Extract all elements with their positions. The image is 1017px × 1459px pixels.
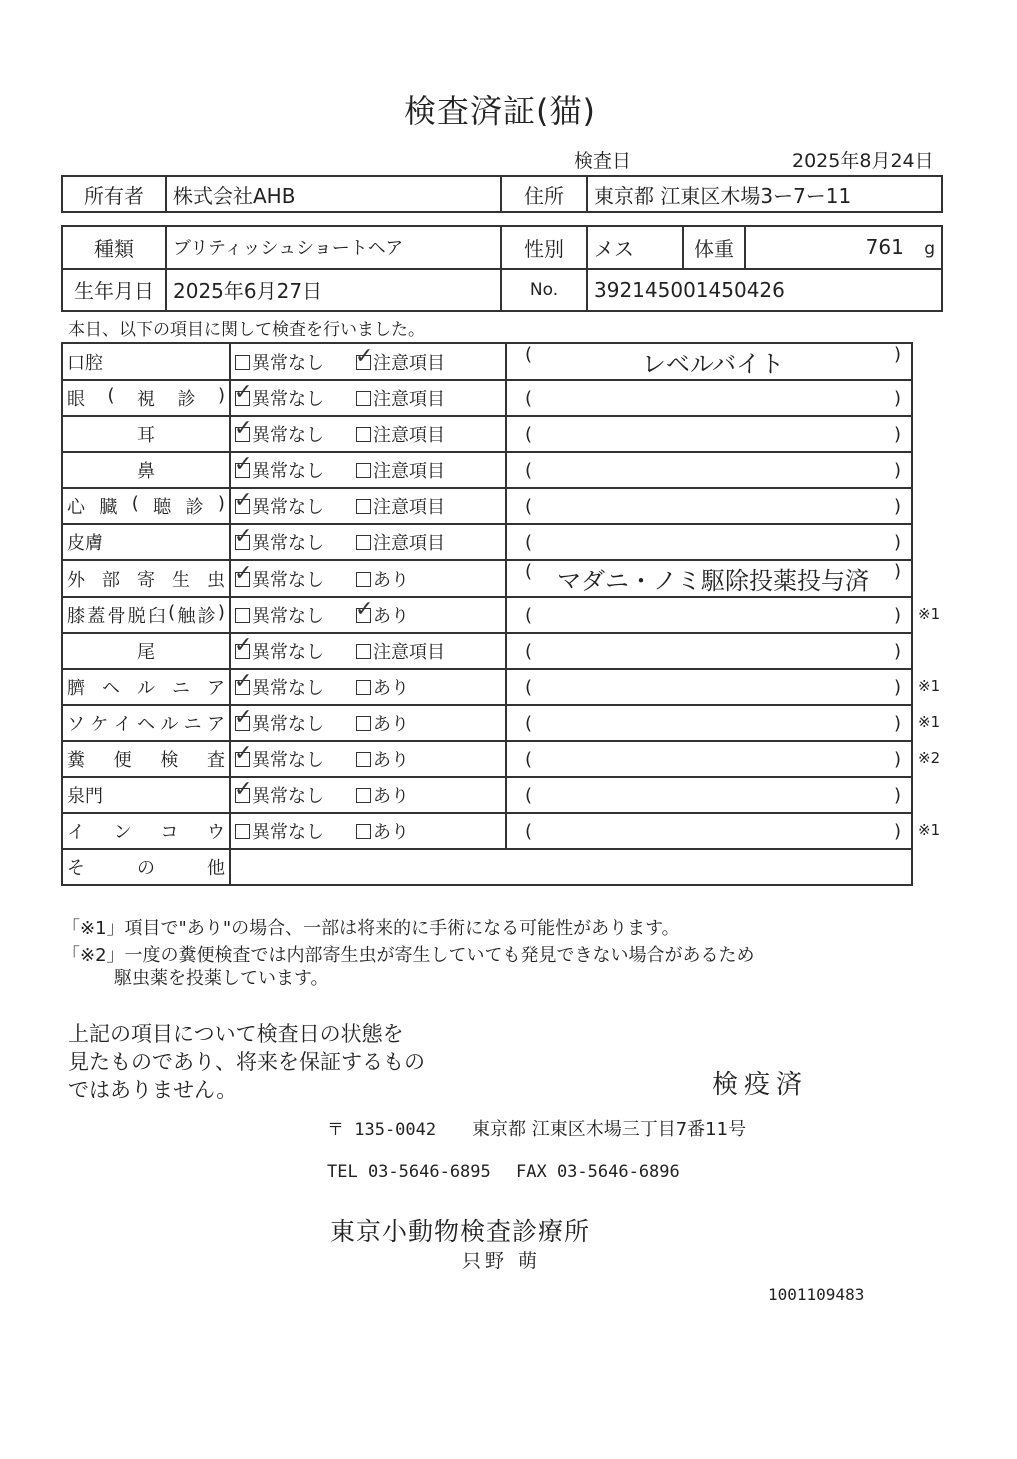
option-normal — [235, 818, 324, 844]
option-label: あり — [373, 569, 409, 591]
checkmark-icon: ✓ — [234, 380, 253, 405]
checkbox — [235, 608, 250, 623]
checkbox — [356, 680, 371, 695]
option-normal — [234, 777, 324, 808]
option-normal — [234, 452, 324, 483]
dob-label: 生年月日 — [62, 269, 166, 312]
paren-open: ( — [525, 531, 533, 553]
check-item-char: ( — [131, 493, 139, 514]
paren-close: ) — [893, 495, 901, 517]
paren-open: ( — [525, 459, 533, 481]
check-item-char: 骨 — [107, 606, 126, 627]
checkbox — [356, 788, 371, 803]
option-attention — [356, 493, 445, 519]
check-remarks — [506, 524, 912, 560]
checkmark-icon: ✓ — [234, 741, 253, 766]
check-item-char: ヘ — [136, 714, 155, 735]
check-options — [230, 705, 506, 741]
check-item-char: 心 — [67, 497, 85, 518]
checkmark-icon: ✓ — [234, 705, 253, 730]
check-item-char: ア — [207, 678, 225, 699]
option-normal — [234, 560, 324, 592]
check-options — [230, 560, 506, 597]
check-item-char: 脱 — [127, 606, 146, 627]
check-row — [62, 741, 912, 777]
paren-open: ( — [525, 561, 533, 582]
check-remarks — [506, 560, 912, 597]
checkmark-icon: ✓ — [234, 560, 253, 586]
checkbox — [355, 343, 374, 370]
check-remarks — [506, 380, 912, 416]
footnote-1: 「※1」項目で"あり"の場合、一部は将来的に手術になる可能性があります。 — [62, 918, 680, 939]
intro-text: 本日、以下の項目に関して検査を行いました。 — [68, 320, 425, 340]
check-row — [62, 524, 912, 560]
check-options — [230, 633, 506, 669]
check-item-char: 便 — [113, 750, 132, 771]
paren-open: ( — [525, 640, 533, 662]
option-attention — [356, 782, 409, 808]
check-item-label — [62, 741, 230, 777]
option-attention — [356, 638, 445, 664]
check-item-char: ル — [160, 714, 179, 735]
paren-close: ) — [893, 640, 901, 662]
check-item-char: 診 — [185, 497, 204, 518]
check-item-char: ) — [217, 602, 225, 623]
option-attention — [356, 421, 445, 447]
check-item-char: イ — [67, 822, 85, 843]
checkbox — [356, 644, 371, 659]
footnote-2: 「※2」一度の糞便検査では内部寄生虫が寄生していても発見できない場合があるため — [62, 945, 755, 966]
option-label: 異常なし — [252, 714, 324, 735]
checkbox — [234, 741, 253, 767]
footnote-marker: ※2 — [918, 749, 941, 767]
disclaimer-line: 見たものであり、将来を保証するもの — [68, 1050, 425, 1074]
check-item-char: 寄 — [137, 569, 155, 591]
option-attention — [356, 746, 409, 772]
check-row — [62, 633, 912, 669]
option-attention — [356, 566, 409, 592]
inspection-date: 2025年8月24日 — [792, 150, 934, 172]
check-remarks — [506, 633, 912, 669]
check-row — [62, 380, 912, 416]
option-normal — [234, 524, 324, 555]
check-remarks — [506, 597, 912, 633]
checkbox — [356, 391, 371, 406]
check-item-label — [62, 380, 230, 416]
dob-value: 2025年6月27日 — [166, 269, 501, 312]
checkmark-icon: ✓ — [234, 452, 253, 477]
check-remarks — [506, 416, 912, 452]
paren-close: ) — [893, 561, 901, 582]
paren-open: ( — [525, 604, 533, 626]
check-item-label — [62, 416, 230, 452]
paren-close: ) — [893, 604, 901, 626]
sex-value: メス — [587, 226, 683, 269]
option-attention — [356, 818, 409, 844]
serial-number: 1001109483 — [768, 1285, 865, 1304]
option-normal — [234, 380, 324, 411]
option-label: 異常なし — [252, 497, 324, 518]
check-item-char: ) — [217, 385, 225, 406]
check-row — [62, 669, 912, 705]
checkmark-icon: ✓ — [234, 669, 253, 694]
option-label: 注意項目 — [373, 461, 445, 482]
check-row — [62, 813, 912, 849]
sex-label: 性別 — [501, 226, 587, 269]
weight-unit: g — [924, 239, 935, 260]
option-label: 注意項目 — [373, 497, 445, 518]
check-item-label — [62, 343, 230, 380]
check-item-char: 眼 — [67, 389, 85, 410]
check-item-char: ) — [217, 493, 225, 514]
check-options — [230, 669, 506, 705]
paren-open: ( — [525, 748, 533, 770]
option-label: あり — [373, 786, 409, 807]
footnote-2-cont: 駆虫薬を投薬しています。 — [114, 968, 329, 989]
check-item: 口腔 — [67, 352, 103, 374]
weight-value: 761 — [865, 235, 904, 260]
weight-label: 体重 — [683, 226, 745, 269]
checkbox — [356, 463, 371, 478]
option-normal — [234, 741, 324, 772]
check-row — [62, 597, 912, 633]
check-item-char: 聴 — [153, 497, 172, 518]
check-item-char: 膝 — [67, 606, 85, 627]
check-item-char: ソ — [67, 714, 85, 735]
paren-close: ) — [893, 748, 901, 770]
check-item: 鼻 — [137, 461, 155, 482]
option-label: 異常なし — [252, 678, 324, 699]
check-item: 尾 — [137, 642, 155, 663]
check-options — [230, 524, 506, 560]
check-item-char: 外 — [67, 569, 85, 591]
option-normal — [235, 349, 324, 375]
checkbox — [355, 597, 374, 623]
check-options — [230, 416, 506, 452]
check-remarks — [506, 777, 912, 813]
clinic-address: 東京都 江東区木場三丁目7番11号 — [472, 1119, 747, 1140]
paren-open: ( — [525, 676, 533, 698]
paren-open: ( — [525, 387, 533, 409]
check-item-char: 検 — [160, 750, 179, 771]
option-label: あり — [373, 606, 409, 627]
paren-close: ) — [893, 387, 901, 409]
check-row — [62, 705, 912, 741]
paren-close: ) — [893, 784, 901, 806]
check-item-char: 臍 — [67, 678, 85, 699]
option-attention — [356, 529, 445, 555]
checkmark-icon: ✓ — [234, 633, 253, 658]
option-normal — [235, 602, 324, 628]
check-item-char: 臓 — [99, 497, 118, 518]
option-label: 注意項目 — [373, 389, 445, 410]
breed-label: 種類 — [62, 226, 166, 269]
check-remarks — [506, 669, 912, 705]
check-row — [62, 452, 912, 488]
paren-close: ) — [893, 344, 901, 365]
check-item-label — [62, 560, 230, 597]
postal-code: 〒 135-0042 — [327, 1120, 437, 1140]
check-item-char: 臼 — [147, 606, 166, 627]
option-label: 異常なし — [252, 461, 324, 482]
check-options — [230, 777, 506, 813]
check-item: 泉門 — [67, 786, 103, 807]
option-normal — [234, 416, 324, 447]
check-item-char: ヘ — [102, 678, 120, 699]
option-attention — [356, 457, 445, 483]
check-item-char: イ — [113, 714, 132, 735]
check-item-label — [62, 488, 230, 524]
check-item-char: 視 — [137, 389, 155, 410]
check-options — [230, 488, 506, 524]
address-value: 東京都 江東区木場3ー7ー11 — [587, 176, 942, 212]
check-item-label — [62, 633, 230, 669]
checkbox — [234, 380, 253, 406]
check-item-char: 部 — [102, 569, 120, 591]
check-remarks — [506, 813, 912, 849]
option-attention — [356, 710, 409, 736]
checkbox — [234, 524, 253, 550]
option-label: 異常なし — [252, 642, 324, 663]
checkbox — [234, 488, 253, 514]
other-value — [230, 849, 912, 885]
page-title: 検査済証(猫) — [404, 92, 596, 130]
check-item-char: 診 — [197, 606, 216, 627]
option-label: 異常なし — [252, 533, 324, 554]
other-label-char: そ — [67, 858, 85, 879]
checkbox — [356, 427, 371, 442]
paren-open: ( — [525, 495, 533, 517]
checkbox — [356, 824, 371, 839]
paren-open: ( — [525, 344, 533, 365]
checkbox — [234, 633, 253, 659]
checkbox — [356, 535, 371, 550]
paren-open: ( — [525, 820, 533, 842]
paren-open: ( — [525, 784, 533, 806]
checkmark-icon: ✓ — [234, 777, 253, 802]
check-item-label — [62, 524, 230, 560]
vet-name: 只野 萌 — [462, 1250, 542, 1272]
option-label: 異常なし — [252, 786, 324, 807]
check-item: 耳 — [137, 425, 155, 446]
check-item-char: ン — [113, 822, 132, 843]
check-item: 皮膚 — [67, 533, 103, 554]
check-item-label — [62, 813, 230, 849]
check-item-char: ル — [137, 678, 155, 699]
option-label: あり — [373, 714, 409, 735]
option-label: 異常なし — [252, 569, 324, 591]
check-remarks — [506, 488, 912, 524]
paren-close: ) — [893, 712, 901, 734]
footnote-marker: ※1 — [918, 713, 941, 731]
check-item-label — [62, 777, 230, 813]
footnote-marker: ※1 — [918, 605, 941, 623]
check-item-label — [62, 669, 230, 705]
address-label: 住所 — [501, 176, 587, 212]
check-row — [62, 416, 912, 452]
check-options — [230, 343, 506, 380]
check-item-char: ア — [206, 714, 225, 735]
check-row — [62, 343, 912, 380]
option-label: 異常なし — [252, 750, 324, 771]
check-item-char: 蓋 — [87, 606, 106, 627]
owner-label: 所有者 — [62, 176, 166, 212]
check-options — [230, 741, 506, 777]
option-attention — [356, 674, 409, 700]
checkmark-icon: ✓ — [234, 524, 253, 549]
check-item-label — [62, 597, 230, 633]
checkmark-icon: ✓ — [355, 343, 374, 369]
check-item-char: ( — [107, 385, 115, 406]
check-options — [230, 597, 506, 633]
option-label: 異常なし — [252, 389, 324, 410]
paren-close: ) — [893, 820, 901, 842]
check-item-char: ケ — [90, 714, 109, 735]
weight-cell — [745, 226, 942, 269]
option-attention — [356, 385, 445, 411]
checkbox — [356, 499, 371, 514]
pet-table — [61, 225, 943, 312]
checkmark-icon: ✓ — [234, 416, 253, 441]
disclaimer-line: ではありません。 — [68, 1078, 238, 1102]
check-row — [62, 777, 912, 813]
check-item-char: 生 — [172, 569, 190, 591]
checkmark-icon: ✓ — [234, 488, 253, 513]
disclaimer-line: 上記の項目について検査日の状態を — [68, 1022, 404, 1046]
clinic-name: 東京小動物検査診療所 — [330, 1217, 591, 1246]
option-normal — [234, 633, 324, 664]
check-options — [230, 452, 506, 488]
option-label: あり — [373, 750, 409, 771]
quarantine-stamp: 検疫済 — [712, 1070, 809, 1100]
check-item-char: 虫 — [207, 569, 225, 591]
check-item-label — [62, 452, 230, 488]
checkbox — [235, 355, 250, 370]
paren-close: ) — [893, 531, 901, 553]
no-value: 392145001450426 — [587, 269, 942, 312]
check-remarks — [506, 705, 912, 741]
option-label: 異常なし — [252, 822, 324, 843]
paren-open: ( — [525, 423, 533, 445]
option-label: 異常なし — [252, 352, 324, 374]
checkbox — [234, 560, 253, 587]
check-item-label — [62, 705, 230, 741]
checkbox — [356, 572, 371, 587]
check-options — [230, 380, 506, 416]
option-label: 異常なし — [252, 425, 324, 446]
check-remarks — [506, 343, 912, 380]
breed-value: ブリティッシュショートヘア — [166, 226, 501, 269]
check-table — [61, 342, 913, 886]
option-label: 注意項目 — [373, 533, 445, 554]
option-normal — [234, 669, 324, 700]
option-attention — [355, 343, 445, 375]
checkbox — [234, 452, 253, 478]
option-normal — [234, 488, 324, 519]
checkbox — [235, 824, 250, 839]
option-label: 注意項目 — [373, 425, 445, 446]
check-remarks — [506, 741, 912, 777]
check-remarks — [506, 452, 912, 488]
no-label: No. — [501, 269, 587, 312]
check-item-char: ニ — [183, 714, 202, 735]
owner-value: 株式会社AHB — [166, 176, 501, 212]
option-label: あり — [373, 678, 409, 699]
paren-open: ( — [525, 712, 533, 734]
option-label: あり — [373, 822, 409, 843]
clinic-tel: TEL 03-5646-6895 — [327, 1162, 491, 1182]
paren-close: ) — [893, 459, 901, 481]
check-item-char: 触 — [177, 606, 196, 627]
check-item-char: ニ — [172, 678, 190, 699]
remark-text: マダニ・ノミ駆除投薬投与済 — [557, 567, 869, 595]
checkbox — [234, 416, 253, 442]
check-row — [62, 488, 912, 524]
checkbox — [234, 777, 253, 803]
footnote-marker: ※1 — [918, 821, 941, 839]
option-label: 注意項目 — [373, 642, 445, 663]
checkbox — [234, 669, 253, 695]
clinic-fax: FAX 03-5646-6896 — [516, 1162, 680, 1182]
option-attention — [355, 597, 409, 628]
remark-text: レベルバイト — [641, 350, 785, 378]
checkmark-icon: ✓ — [355, 597, 374, 622]
owner-table — [61, 175, 943, 213]
paren-close: ) — [893, 423, 901, 445]
check-row — [62, 560, 912, 597]
inspection-date-label: 検査日 — [574, 150, 632, 172]
check-options — [230, 813, 506, 849]
checkbox — [356, 716, 371, 731]
checkbox — [234, 705, 253, 731]
check-item-char: コ — [160, 822, 179, 843]
option-normal — [234, 705, 324, 736]
check-item-char: ( — [168, 602, 176, 623]
check-item-char: ウ — [206, 822, 225, 843]
paren-close: ) — [893, 676, 901, 698]
option-label: 異常なし — [252, 606, 324, 627]
check-item-char: 糞 — [67, 750, 85, 771]
check-item-char: 査 — [206, 750, 225, 771]
check-item-char: 診 — [177, 389, 196, 410]
other-label-char: の — [137, 858, 155, 879]
disclaimer — [68, 1020, 425, 1104]
other-label-char: 他 — [207, 858, 225, 879]
footnote-marker: ※1 — [918, 677, 941, 695]
other-label — [62, 849, 230, 885]
option-label: 注意項目 — [373, 352, 445, 374]
checkbox — [356, 752, 371, 767]
